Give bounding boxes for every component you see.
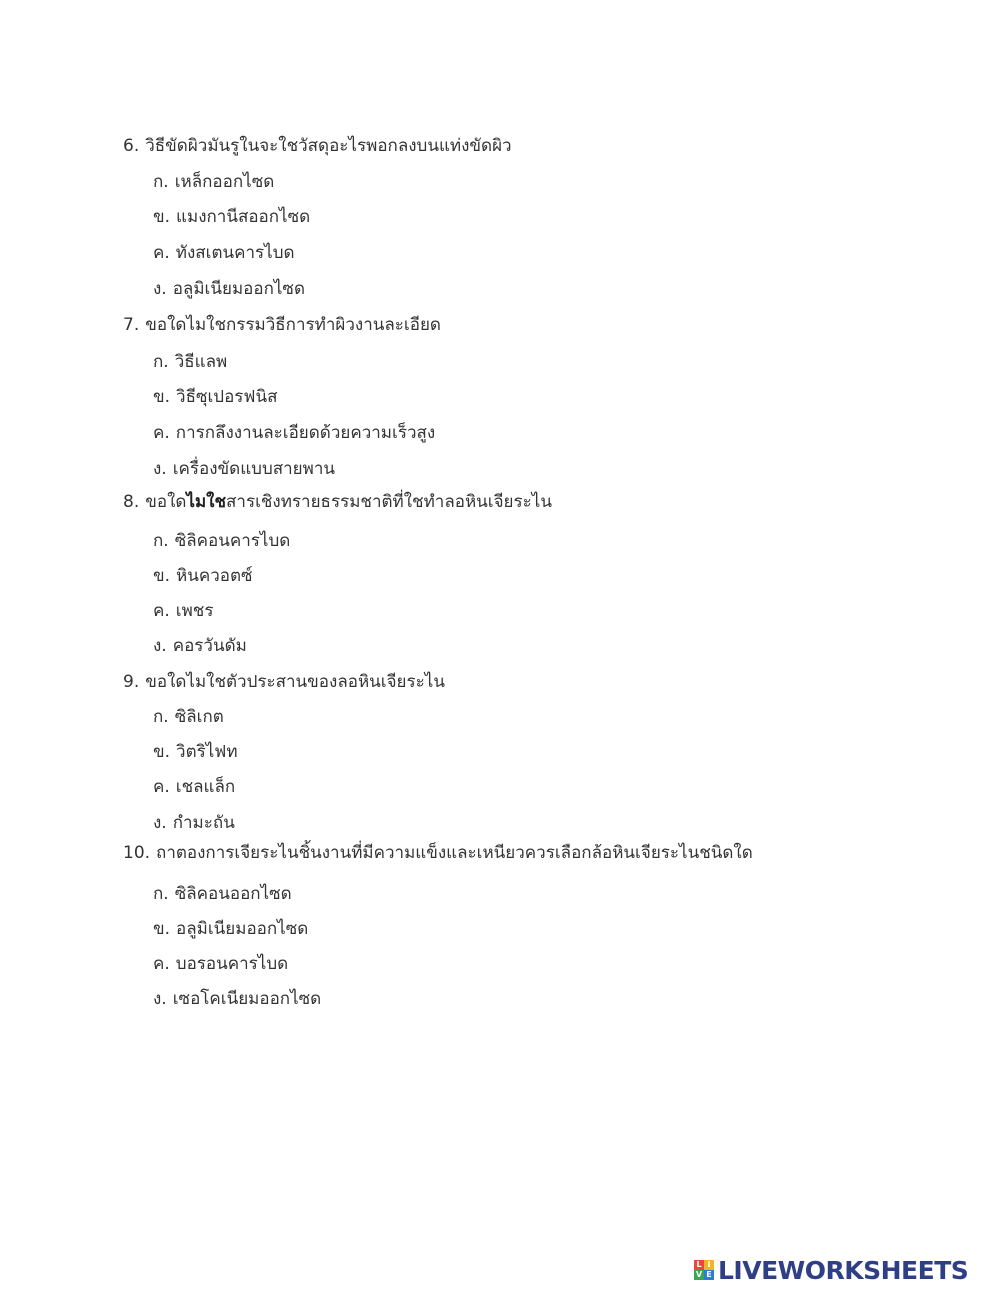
option-7a[interactable]	[153, 350, 227, 374]
option-letter: ข.	[153, 207, 171, 227]
question-number: 9.	[123, 672, 140, 692]
option-letter: ค.	[153, 777, 170, 797]
option-text: เชลแล็ก	[175, 777, 236, 797]
option-text: หินควอตซ์	[176, 566, 253, 586]
option-letter: ง.	[153, 989, 167, 1009]
liveworksheets-mark-icon	[694, 1260, 714, 1280]
option-text: กำมะถัน	[172, 813, 235, 833]
mark-letter-e: E	[704, 1270, 714, 1280]
option-letter: ค.	[153, 243, 170, 263]
option-10d[interactable]	[153, 987, 321, 1011]
option-text: ซิลิเกต	[174, 707, 224, 727]
question-number: 10.	[123, 843, 151, 863]
option-text: ซิลิคอนคารไบด	[174, 531, 291, 551]
question-8	[123, 490, 552, 514]
option-8d[interactable]	[153, 634, 247, 658]
mark-letter-i: I	[704, 1260, 714, 1270]
option-9a[interactable]	[153, 705, 224, 729]
option-9d[interactable]	[153, 811, 235, 835]
brand-name: LIVEWORKSHEETS	[718, 1255, 969, 1285]
option-text: คอรวันดัม	[172, 636, 247, 656]
option-8c[interactable]	[153, 599, 213, 623]
option-letter: ง.	[153, 636, 167, 656]
question-6	[123, 134, 512, 158]
question-number: 7.	[123, 315, 140, 335]
option-letter: ก.	[153, 531, 169, 551]
mark-letter-v: V	[695, 1270, 703, 1279]
question-text-emphasis: ไมใช	[186, 492, 227, 512]
option-text: เหล็กออกไซด	[174, 172, 275, 192]
option-text: เพชร	[175, 601, 214, 621]
question-text: ขอใดไมใชตัวประสานของลอหินเจียระไน	[145, 672, 445, 692]
option-letter: ก.	[153, 707, 169, 727]
option-6b[interactable]	[153, 205, 310, 229]
option-letter: ข.	[153, 566, 171, 586]
option-7b[interactable]	[153, 385, 277, 409]
option-letter: ง.	[153, 459, 167, 479]
option-letter: ก.	[153, 884, 169, 904]
option-9b[interactable]	[153, 740, 238, 764]
option-6a[interactable]	[153, 170, 274, 194]
question-7	[123, 313, 441, 337]
option-7d[interactable]	[153, 457, 335, 481]
option-text: อลูมิเนียมออกไซด	[172, 279, 305, 299]
option-8b[interactable]	[153, 564, 253, 588]
question-text: วิธีขัดผิวมันรูในจะใชวัสดุอะไรพอกลงบนแท่งขัดผิว	[145, 136, 512, 156]
question-9	[123, 670, 445, 694]
option-text: วิธีแลพ	[174, 352, 228, 372]
option-text: การกลึงงานละเอียดด้วยความเร็วสูง	[175, 423, 436, 443]
option-text: อลูมิเนียมออกไซด	[176, 919, 309, 939]
option-text: ทังสเตนคารไบด	[175, 243, 295, 263]
option-letter: ค.	[153, 423, 170, 443]
option-7c[interactable]	[153, 421, 435, 445]
question-text: ถาตองการเจียระไนชิ้นงานที่มีความแข็งและเหนียวควรเลือกล้อหินเจียระไนชนิดใด	[156, 843, 753, 863]
option-letter: ก.	[153, 352, 169, 372]
option-10b[interactable]	[153, 917, 308, 941]
option-letter: ก.	[153, 172, 169, 192]
option-letter: ค.	[153, 954, 170, 974]
option-10a[interactable]	[153, 882, 292, 906]
option-text: เซอโคเนียมออกไซด	[172, 989, 322, 1009]
option-letter: ข.	[153, 387, 171, 407]
option-8a[interactable]	[153, 529, 290, 553]
mark-letter-l: L	[694, 1260, 704, 1270]
option-letter: ง.	[153, 279, 167, 299]
option-text: แมงกานีสออกไซด	[176, 207, 311, 227]
option-text: เครื่องขัดแบบสายพาน	[172, 459, 335, 479]
question-number: 8.	[123, 492, 140, 512]
option-6c[interactable]	[153, 241, 295, 265]
option-letter: ข.	[153, 919, 171, 939]
question-text	[145, 492, 552, 512]
option-text: บอรอนคารไบด	[175, 954, 289, 974]
question-text-part: ขอใด	[145, 492, 187, 512]
question-number: 6.	[123, 136, 140, 156]
option-text: ซิลิคอนออกไซด	[174, 884, 292, 904]
option-letter: ข.	[153, 742, 171, 762]
option-6d[interactable]	[153, 277, 305, 301]
option-letter: ง.	[153, 813, 167, 833]
question-10	[123, 841, 753, 865]
question-text-part: สารเชิงทรายธรรมชาติที่ใชทำลอหินเจียระไน	[226, 492, 552, 512]
option-text: วิตริไฟท	[176, 742, 238, 762]
question-text: ขอใดไมใชกรรมวิธีการทำผิวงานละเอียด	[145, 315, 441, 335]
liveworksheets-logo	[694, 1255, 968, 1285]
option-text: วิธีซุเปอรฟนิส	[176, 387, 278, 407]
option-letter: ค.	[153, 601, 170, 621]
option-10c[interactable]	[153, 952, 288, 976]
option-9c[interactable]	[153, 775, 235, 799]
